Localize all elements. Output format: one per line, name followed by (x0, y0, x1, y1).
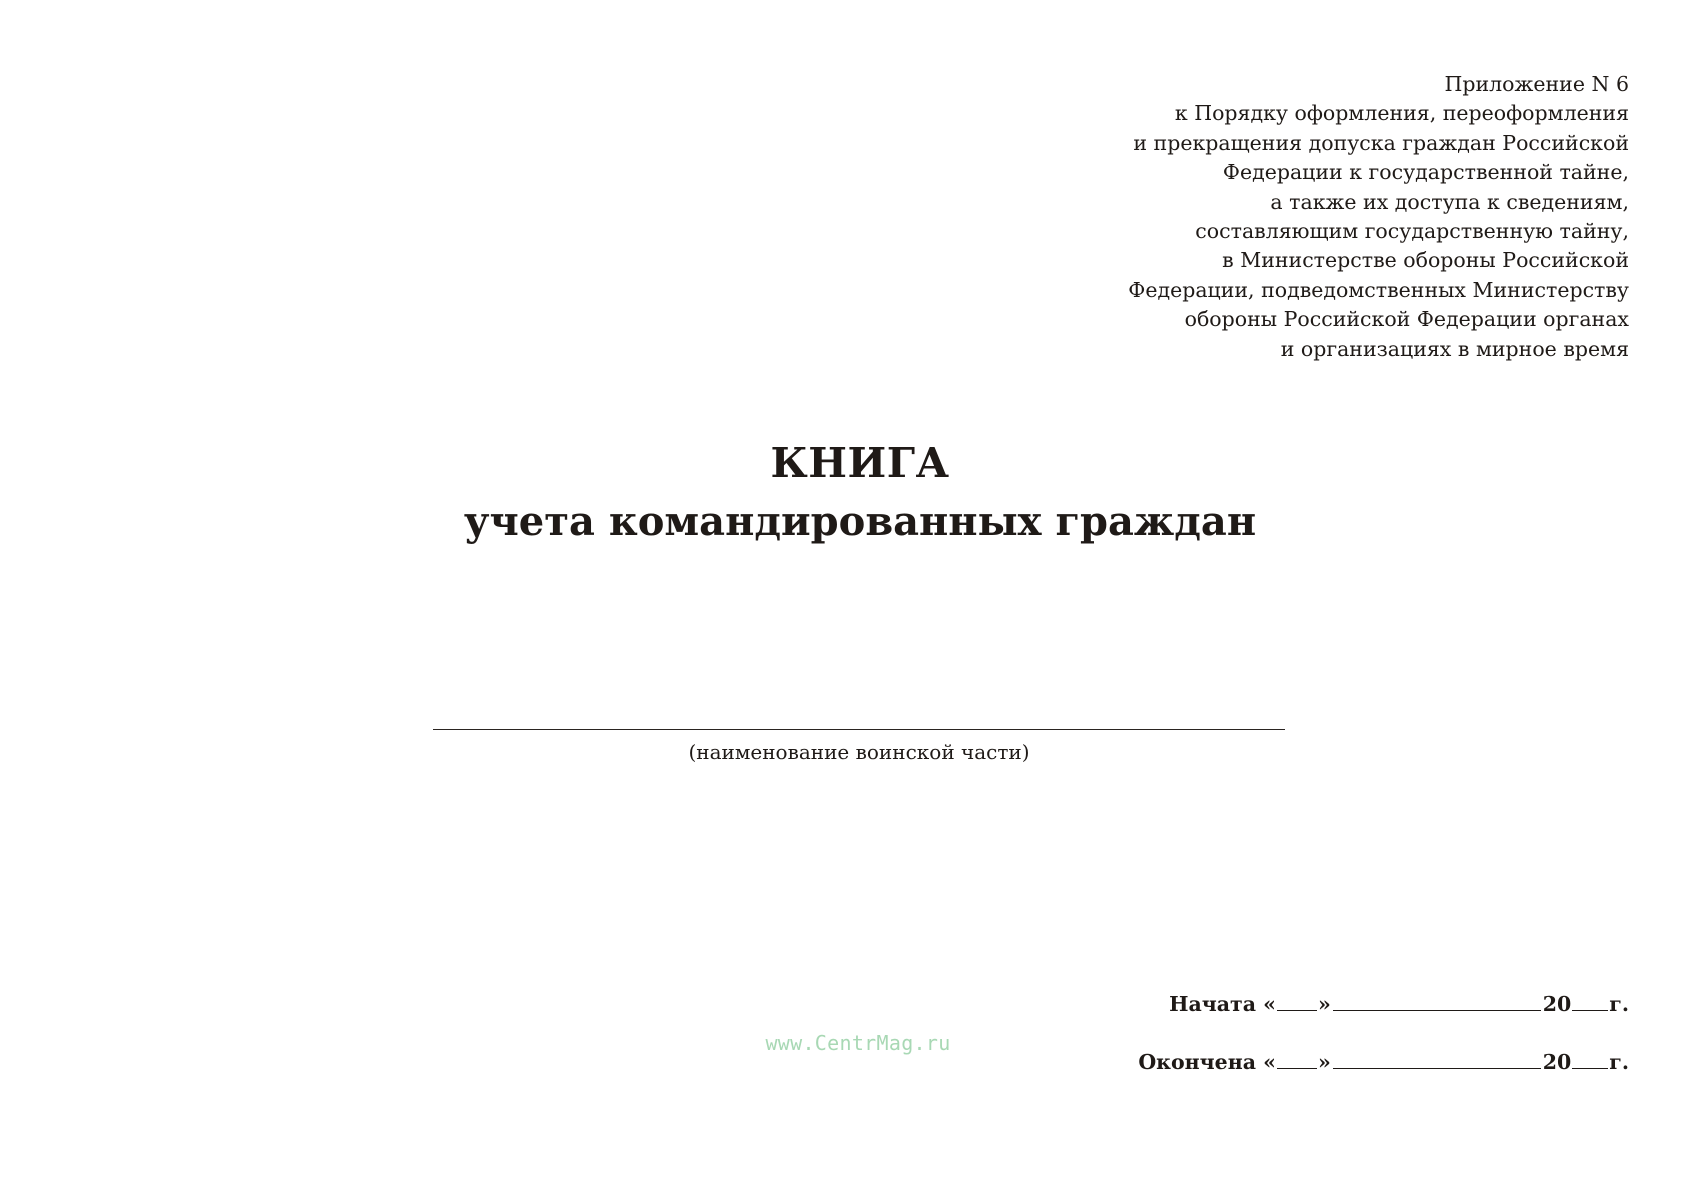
title-subtitle: учета командированных граждан (463, 498, 1257, 545)
end-date-row (1138, 1048, 1629, 1076)
unit-name-caption: (наименование воинской части) (688, 740, 1030, 764)
end-year-blank (1572, 1048, 1608, 1069)
appendix-line: составляющим государственную тайну, (1195, 219, 1629, 244)
appendix-line: Приложение N 6 (1444, 72, 1629, 96)
end-century: 20 (1542, 1050, 1572, 1074)
end-date-label: Окончена « (1138, 1050, 1276, 1074)
appendix-line: и организациях в мирное время (1280, 336, 1629, 361)
title-main: КНИГА (770, 439, 950, 487)
start-century: 20 (1542, 992, 1572, 1016)
start-year-blank (1572, 990, 1608, 1011)
start-day-blank (1277, 990, 1317, 1011)
start-date-row (1169, 990, 1629, 1018)
appendix-line: обороны Российской Федерации органах (1184, 307, 1629, 332)
start-quote-close: » (1317, 992, 1331, 1016)
appendix-line: к Порядку оформления, переоформления (1174, 101, 1629, 126)
end-month-blank (1333, 1048, 1541, 1069)
unit-name-blank-line (433, 729, 1285, 730)
start-month-blank (1333, 990, 1541, 1011)
appendix-line: в Министерстве обороны Российской (1222, 248, 1629, 273)
appendix-line: а также их доступа к сведениям, (1270, 189, 1629, 214)
appendix-line: Федерации к государственной тайне, (1222, 160, 1629, 185)
appendix-line: Федерации, подведомственных Министерству (1128, 277, 1629, 302)
document-title (420, 434, 1300, 552)
end-day-blank (1277, 1048, 1317, 1069)
appendix-reference (1029, 70, 1629, 364)
site-watermark: www.CentrMag.ru (765, 1031, 951, 1055)
end-year-suffix: г. (1609, 1050, 1629, 1074)
start-date-label: Начата « (1169, 992, 1276, 1016)
appendix-line: и прекращения допуска граждан Российской (1133, 130, 1629, 155)
start-year-suffix: г. (1609, 992, 1629, 1016)
end-quote-close: » (1317, 1050, 1331, 1074)
